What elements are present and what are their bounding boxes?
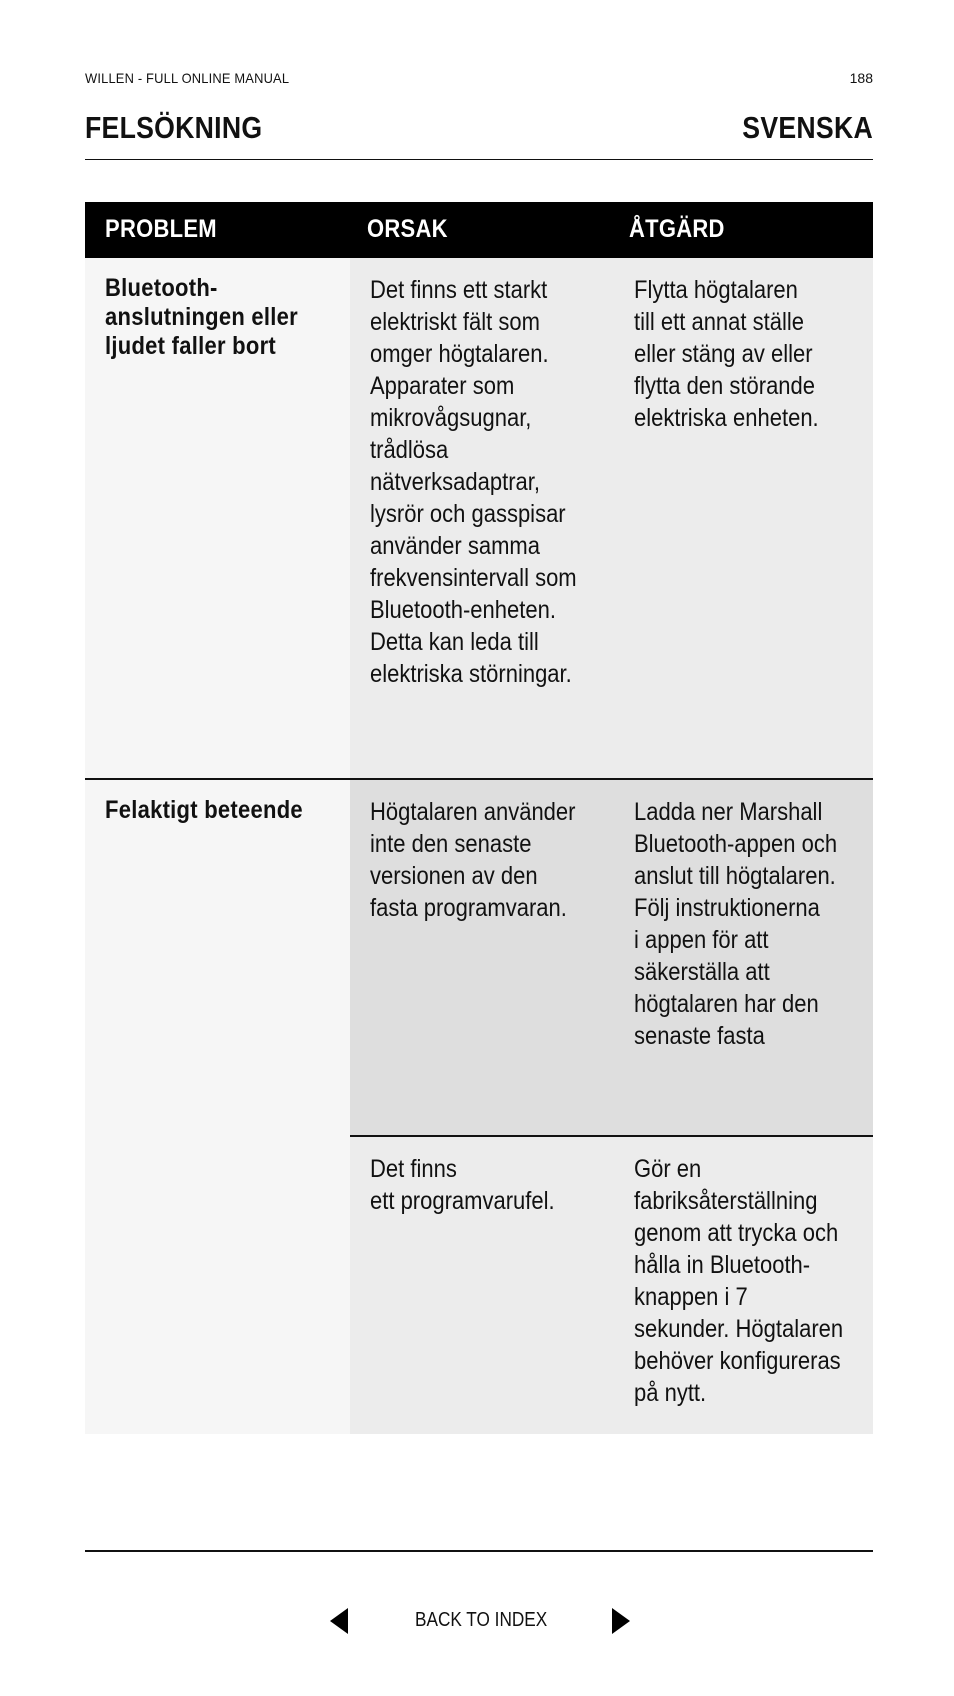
column-header-problem: PROBLEM <box>105 215 217 243</box>
table-header <box>85 202 873 258</box>
footer-navigation <box>0 1600 954 1640</box>
table-row-1-solution: Flytta högtalaren till ett annat ställe eller stäng av eller flytta den störande elektriska enheten. <box>614 258 873 778</box>
page-header <box>85 70 873 86</box>
column-header-solution: ÅTGÄRD <box>629 215 725 243</box>
troubleshooting-table <box>85 202 873 258</box>
page-number: 188 <box>849 70 873 86</box>
table-row-2a-cause: Högtalaren använder inte den senaste versionen av den fasta programvaran. <box>350 780 614 1135</box>
table-row-2b-solution: Gör en fabriksåterställning genom att trycka och hålla in Bluetooth- knappen i 7 sekunder. Högtalaren behöver konfigureras på nytt. <box>614 1137 873 1434</box>
footer-divider <box>85 1550 873 1552</box>
table-row-2b-cause: Det finns ett programvarufel. <box>350 1137 614 1434</box>
next-page-arrow-icon[interactable] <box>612 1608 630 1634</box>
table-row-1-problem: Bluetooth- anslutningen eller ljudet faller bort <box>85 258 350 778</box>
column-header-cause: ORSAK <box>367 215 448 243</box>
back-to-index-link[interactable]: BACK TO INDEX <box>415 1609 548 1631</box>
table-row-2a-solution: Ladda ner Marshall Bluetooth-appen och anslut till högtalaren. Följ instruktionerna i appen för att säkerställa att högtalaren har den senaste fasta <box>614 780 873 1135</box>
section-title: FELSÖKNING <box>85 110 263 145</box>
section-language: SVENSKA <box>742 110 873 145</box>
table-row-1-cause: Det finns ett starkt elektriskt fält som omger högtalaren. Apparater som mikrovågsugnar, trådlösa nätverksadaptrar, lysrör och gasspisar använder samma frekvensintervall som Bluetooth-enheten. Detta kan leda till elektriska störningar. <box>350 258 614 778</box>
table-row-2-problem: Felaktigt beteende <box>85 780 350 1434</box>
previous-page-arrow-icon[interactable] <box>330 1608 348 1634</box>
section-header <box>85 110 873 160</box>
manual-title: WILLEN - FULL ONLINE MANUAL <box>85 70 290 86</box>
